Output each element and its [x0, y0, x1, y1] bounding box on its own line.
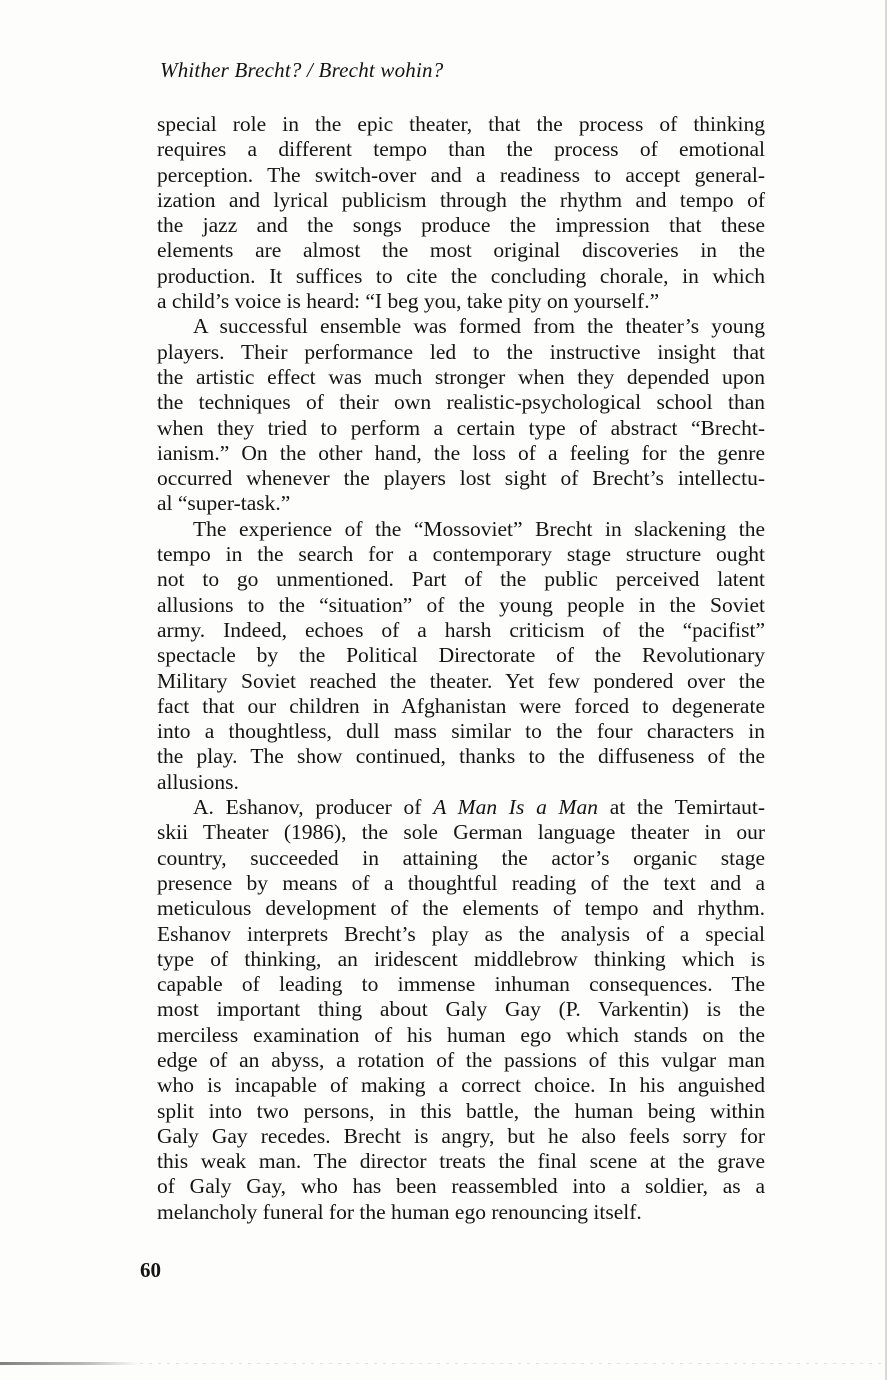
text-line: skii Theater (1986), the sole German language theater in our	[157, 820, 765, 845]
text-line: of Galy Gay, who has been reassembled into a soldier, as a	[157, 1174, 765, 1199]
paragraph	[157, 795, 765, 1225]
text-line: capable of leading to immense inhuman consequences. The	[157, 972, 765, 997]
text-line: production. It suffices to cite the concluding chorale, in which	[157, 263, 765, 288]
text-line: spectacle by the Political Directorate of the Revolutionary	[157, 643, 765, 668]
text-line: players. Their performance led to the instructive insight that	[157, 339, 765, 364]
text-line: meticulous development of the elements of tempo and rhythm.	[157, 896, 765, 921]
text-line: allusions to the “situation” of the young people in the Soviet	[157, 592, 765, 617]
text-line: this weak man. The director treats the final scene at the grave	[157, 1149, 765, 1174]
text-line: allusions.	[157, 769, 239, 794]
page-number: 60	[140, 1258, 161, 1282]
text-line: ianism.” On the other hand, the loss of a feeling for the genre	[157, 440, 765, 465]
scan-artifact-dots	[140, 1363, 887, 1364]
text-line: a child’s voice is heard: “I beg you, take pity on yourself.”	[157, 289, 660, 314]
text-line: Galy Gay recedes. Brecht is angry, but he also feels sorry for	[157, 1123, 765, 1148]
text-line: army. Indeed, echoes of a harsh criticism of the “pacifist”	[157, 617, 765, 642]
text-line: the techniques of their own realistic-psychological school than	[157, 390, 765, 415]
text-line: most important thing about Galy Gay (P. Varkentin) is the	[157, 997, 765, 1022]
text-line: A successful ensemble was formed from the theater’s young	[193, 314, 765, 339]
paragraph	[157, 112, 765, 314]
play-title: A Man Is a Man	[433, 795, 598, 820]
text-line: the play. The show continued, thanks to the diffuseness of the	[157, 744, 765, 769]
text-line: perception. The switch-over and a readiness to accept general-	[157, 162, 765, 187]
running-head: Whither Brecht? / Brecht wohin?	[160, 58, 444, 82]
text-line: The experience of the “Mossoviet” Brecht in slackening the	[193, 516, 765, 541]
text-line: type of thinking, an iridescent middlebrow thinking which is	[157, 946, 765, 971]
text-line: al “super-task.”	[157, 491, 291, 516]
text-line: edge of an abyss, a rotation of the passions of this vulgar man	[157, 1047, 765, 1072]
paragraph	[157, 517, 765, 795]
text-line: requires a different tempo than the process of emotional	[157, 137, 765, 162]
text-line: special role in the epic theater, that the process of thinking	[157, 112, 765, 136]
text-line: melancholy funeral for the human ego renouncing itself.	[157, 1199, 642, 1224]
body-text	[157, 112, 765, 1225]
text-line: A. Eshanov, producer of A Man Is a Man at the Temirtaut-	[193, 795, 765, 820]
text-line: presence by means of a thoughtful reading of the text and a	[157, 870, 765, 895]
text-line: when they tried to perform a certain type of abstract “Brecht-	[157, 415, 765, 440]
text-line: fact that our children in Afghanistan were forced to degenerate	[157, 693, 765, 718]
text-line: the jazz and the songs produce the impression that these	[157, 213, 765, 238]
text-line: who is incapable of making a correct choice. In his anguished	[157, 1073, 765, 1098]
text-line: the artistic effect was much stronger when they depended upon	[157, 364, 765, 389]
text-line: split into two persons, in this battle, the human being within	[157, 1098, 765, 1123]
text-line: Eshanov interprets Brecht’s play as the analysis of a special	[157, 921, 765, 946]
text-line: Military Soviet reached the theater. Yet few pondered over the	[157, 668, 765, 693]
text-line: occurred whenever the players lost sight of Brecht’s intellectu-	[157, 466, 765, 491]
text-line: not to go unmentioned. Part of the public perceived latent	[157, 567, 765, 592]
paragraph	[157, 314, 765, 516]
text-line: merciless examination of his human ego which stands on the	[157, 1022, 765, 1047]
text-line: elements are almost the most original discoveries in the	[157, 238, 765, 263]
text-line: into a thoughtless, dull mass similar to the four characters in	[157, 719, 765, 744]
text-line: country, succeeded in attaining the actor’s organic stage	[157, 845, 765, 870]
text-line: ization and lyrical publicism through the rhythm and tempo of	[157, 187, 765, 212]
scan-artifact	[0, 1362, 140, 1365]
text-line: tempo in the search for a contemporary stage structure ought	[157, 542, 765, 567]
